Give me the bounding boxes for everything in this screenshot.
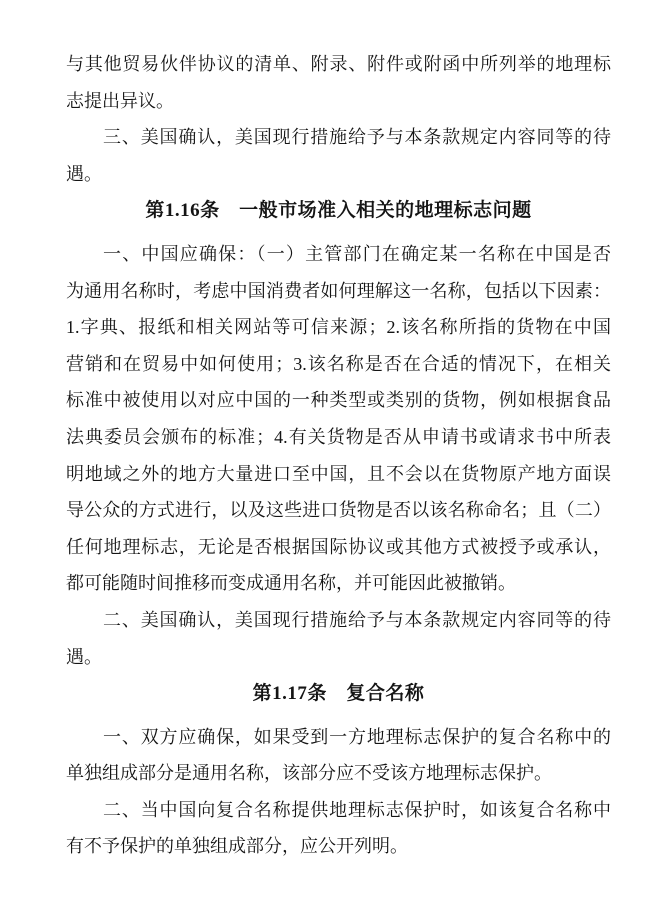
text-line: 营销和在贸易中如何使用；3.该名称是否在合适的情况下，在相关 [66, 353, 611, 374]
paragraph [66, 119, 611, 192]
text-line: 标准中被使用以对应中国的一种类型或类别的货物，例如根据食品 [66, 390, 611, 411]
paragraph [66, 236, 611, 602]
text-line: 遇。 [66, 163, 102, 184]
text-line: 一、中国应确保：（一）主管部门在确定某一名称在中国是否 [103, 243, 611, 264]
text-line: 二、当中国向复合名称提供地理标志保护时，如该复合名称中 [103, 799, 611, 820]
paragraph [66, 46, 611, 119]
text-line: 单独组成部分是通用名称，该部分应不受该方地理标志保护。 [66, 763, 552, 784]
article-heading [66, 676, 611, 713]
text-line: 1.字典、报纸和相关网站等可信来源；2.该名称所指的货物在中国 [66, 317, 611, 338]
text-line: 有不予保护的单独组成部分，应公开列明。 [66, 836, 408, 857]
text-line: 志提出异议。 [66, 90, 174, 111]
document-body [66, 46, 611, 865]
heading-line: 第1.16条 一般市场准入相关的地理标志问题 [145, 200, 532, 222]
text-line: 都可能随时间推移而变成通用名称，并可能因此被撤销。 [66, 573, 516, 594]
paragraph [66, 792, 611, 865]
text-line: 三、美国确认，美国现行措施给予与本条款规定内容同等的待 [103, 127, 611, 148]
text-line: 二、美国确认，美国现行措施给予与本条款规定内容同等的待 [103, 609, 611, 630]
text-line: 遇。 [66, 646, 102, 667]
paragraph [66, 719, 611, 792]
article-heading [66, 193, 611, 230]
text-line: 一、双方应确保，如果受到一方地理标志保护的复合名称中的 [103, 726, 611, 747]
paragraph [66, 602, 611, 675]
heading-line: 第1.17条 复合名称 [252, 683, 425, 705]
text-line: 为通用名称时，考虑中国消费者如何理解这一名称，包括以下因素： [66, 280, 611, 301]
text-line: 导公众的方式进行，以及这些进口货物是否以该名称命名；且（二） [66, 500, 611, 521]
text-line: 明地域之外的地方大量进口至中国，且不会以在货物原产地方面误 [66, 463, 611, 484]
text-line: 与其他贸易伙伴协议的清单、附录、附件或附函中所列举的地理标 [66, 54, 611, 74]
text-line: 法典委员会颁布的标准；4.有关货物是否从申请书或请求书中所表 [66, 426, 611, 447]
text-line: 任何地理标志，无论是否根据国际协议或其他方式被授予或承认， [66, 536, 611, 557]
